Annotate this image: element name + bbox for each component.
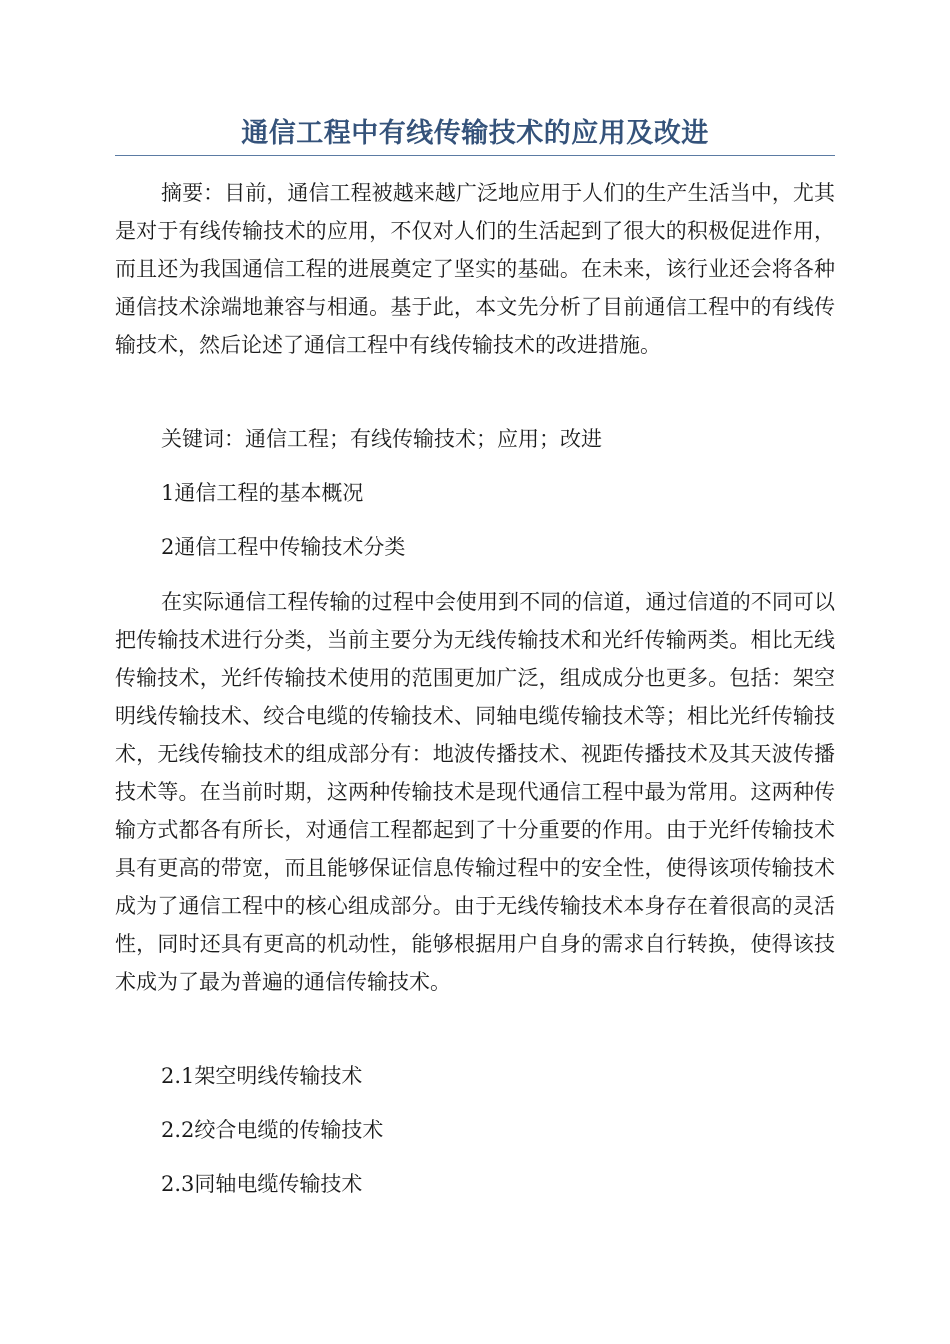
title-underline bbox=[115, 155, 835, 156]
section-heading-2-2: 2.2绞合电缆的传输技术 bbox=[161, 1118, 384, 1142]
document-title: 通信工程中有线传输技术的应用及改进 bbox=[241, 118, 709, 149]
keywords-line: 关键词：通信工程；有线传输技术；应用；改进 bbox=[161, 427, 602, 451]
body-paragraph: 在实际通信工程传输的过程中会使用到不同的信道，通过信道的不同可以把传输技术进行分类，当前主要分为无线传输技术和光纤传输两类。相比无线传输技术，光纤传输技术使用的范围更加广泛，组成成分也更多。包括：架空明线传输技术、绞合电缆的传输技术、同轴电缆传输技术等；相比光纤传输技术，无线传输技术的组成部分有：地波传播技术、视距传播技术及其天波传播技术等。在当前时期，这两种传输技术是现代通信工程中最为常用。这两种传输方式都各有所长，对通信工程都起到了十分重要的作用。由于光纤传输技术具有更高的带宽，而且能够保证信息传输过程中的安全性，使得该项传输技术成为了通信工程中的核心组成部分。由于无线传输技术本身存在着很高的灵活性，同时还具有更高的机动性，能够根据用户自身的需求自行转换，使得该技术成为了最为普遍的通信传输技术。 bbox=[115, 590, 835, 994]
section-heading-1: 1通信工程的基本概况 bbox=[161, 481, 364, 505]
section-heading-2-3: 2.3同轴电缆传输技术 bbox=[161, 1172, 363, 1196]
section-heading-2: 2通信工程中传输技术分类 bbox=[161, 535, 406, 559]
abstract-paragraph: 摘要：目前，通信工程被越来越广泛地应用于人们的生产生活当中，尤其是对于有线传输技术的应用，不仅对人们的生活起到了很大的积极促进作用，而且还为我国通信工程的进展奠定了坚实的基础。在未来，该行业还会将各种通信技术涂端地兼容与相通。基于此，本文先分析了目前通信工程中的有线传输技术，然后论述了通信工程中有线传输技术的改进措施。 bbox=[115, 181, 835, 357]
section-heading-2-1: 2.1架空明线传输技术 bbox=[161, 1064, 363, 1088]
